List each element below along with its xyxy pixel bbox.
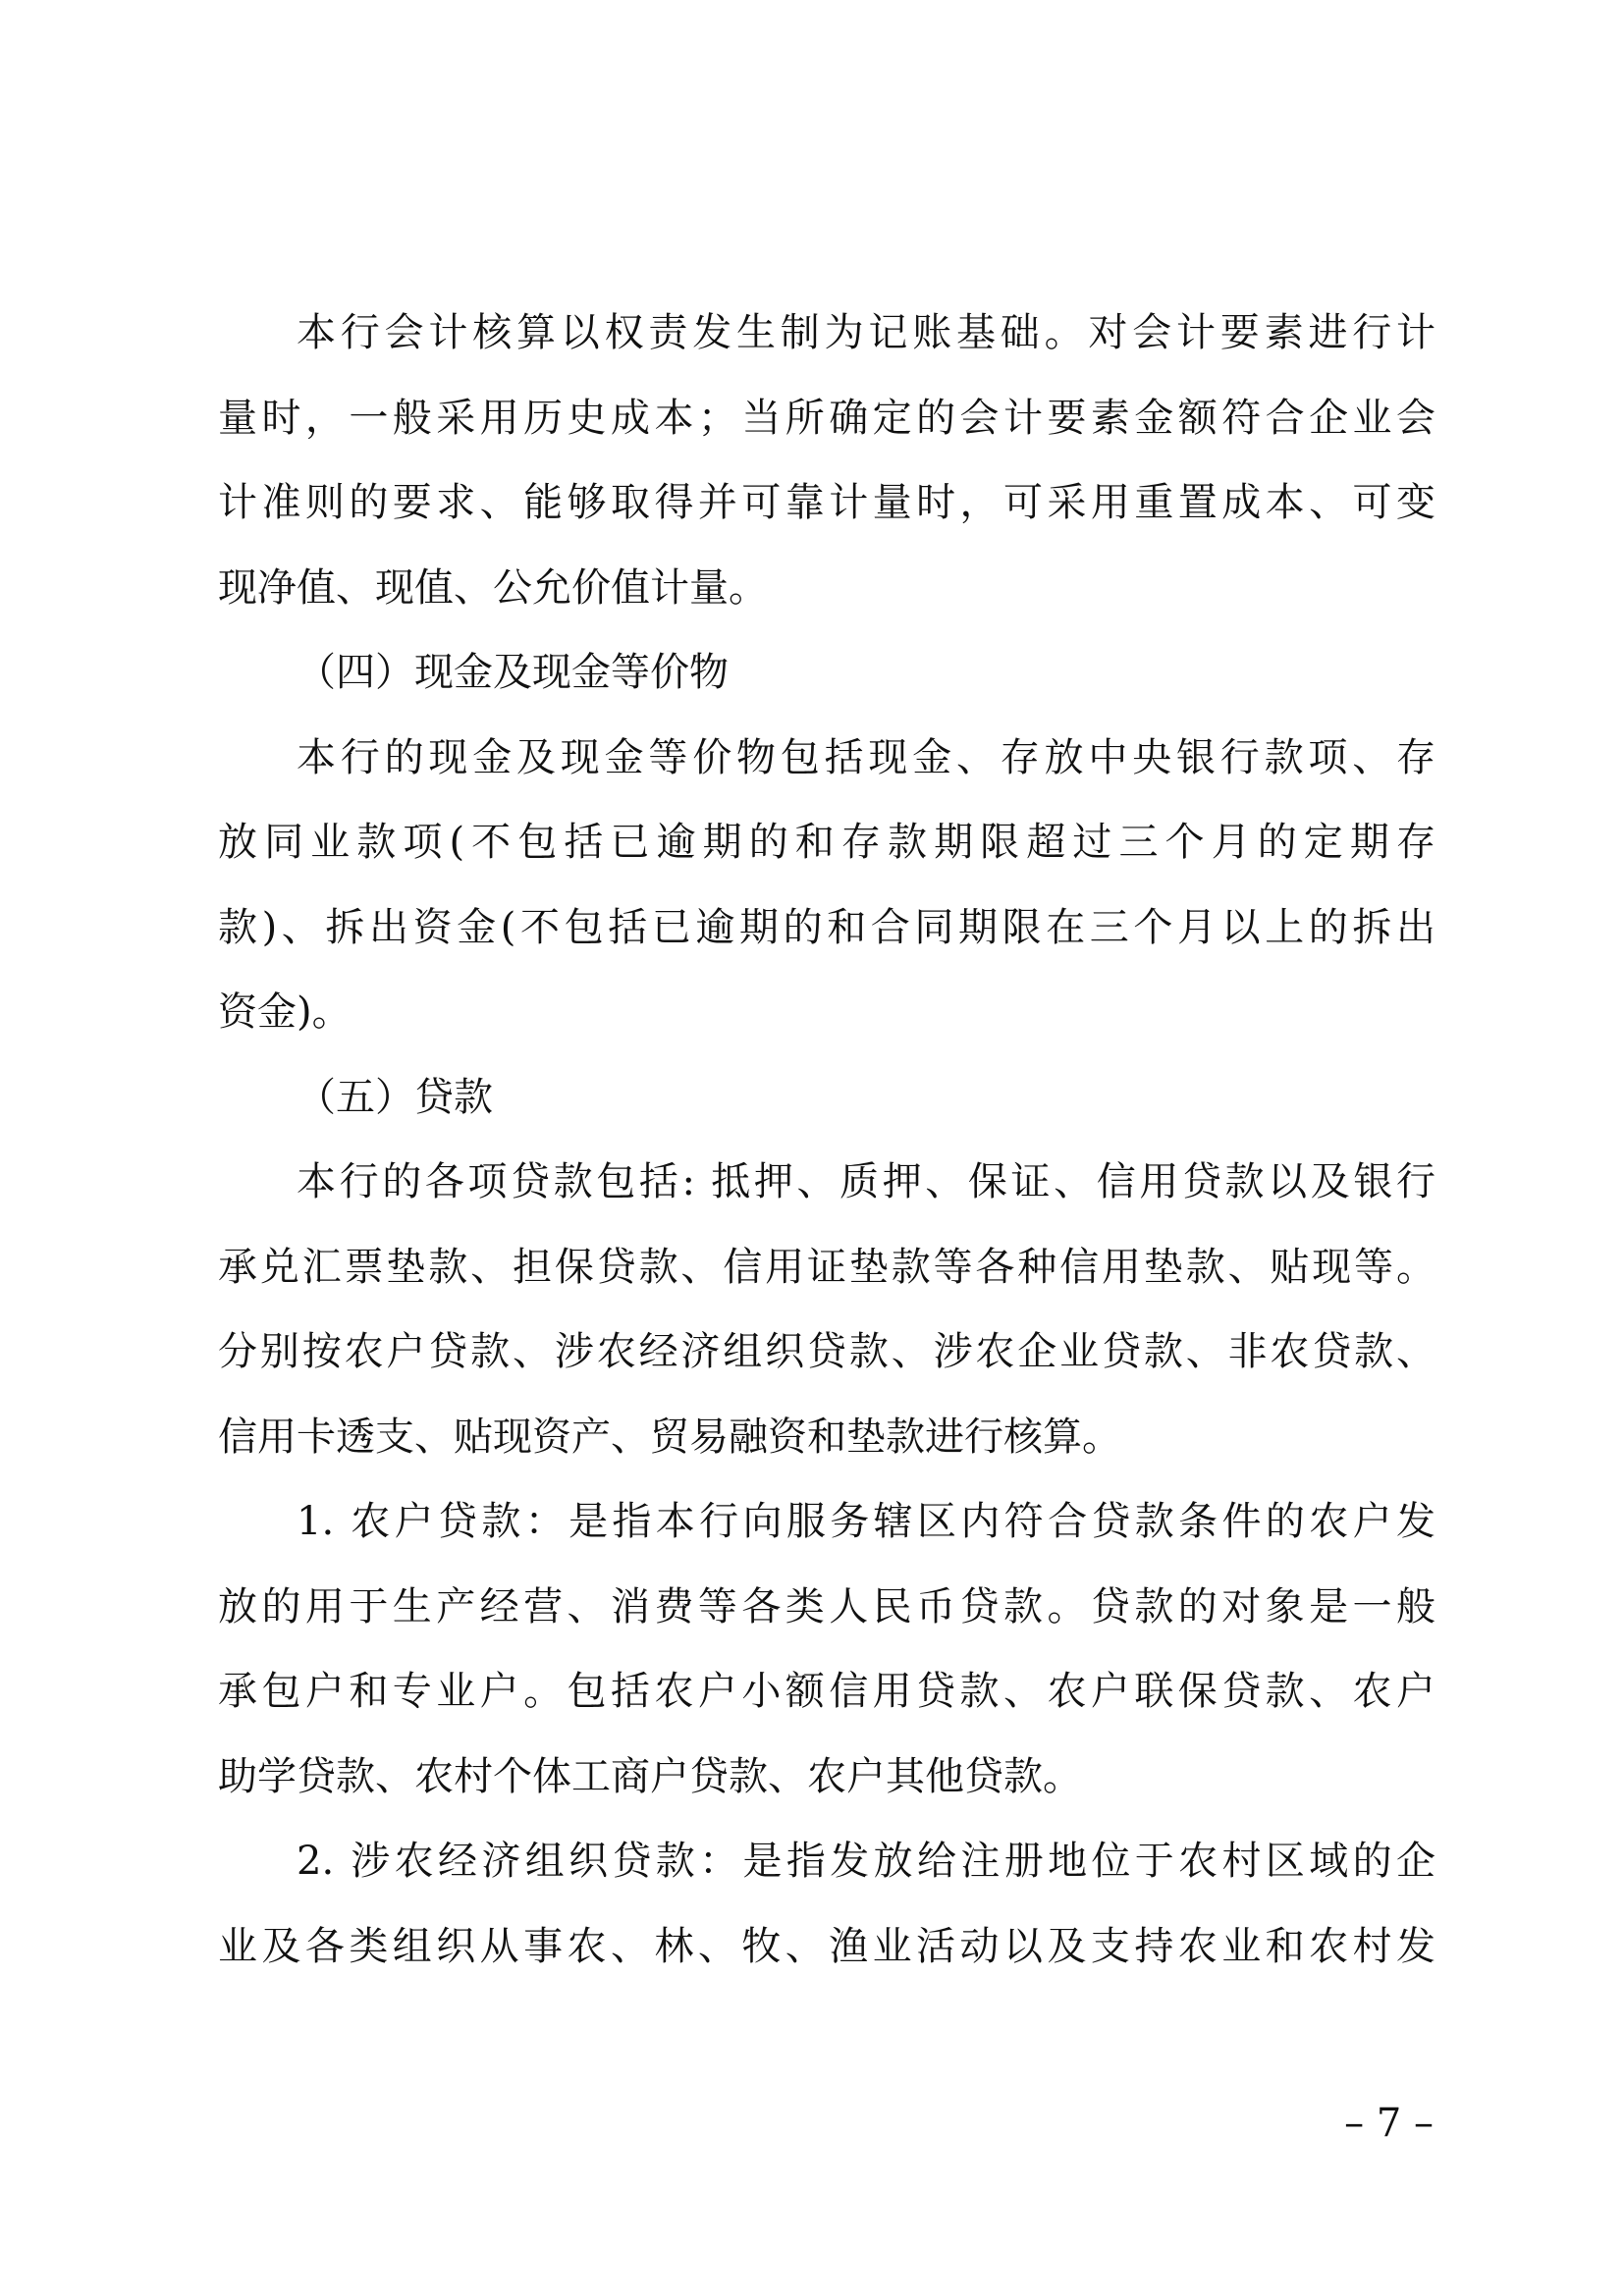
- text-line: 量时，一般采用历史成本；当所确定的会计要素金额符合企业会: [218, 395, 1435, 441]
- text-line: 放同业款项(不包括已逾期的和存款期限超过三个月的定期存: [218, 820, 1435, 865]
- text-line: 承兑汇票垫款、担保贷款、信用证垫款等各种信用垫款、贴现等。: [218, 1244, 1435, 1290]
- text-line: 本行会计核算以权责发生制为记账基础。对会计要素进行计: [297, 310, 1435, 355]
- text-line: 业及各类组织从事农、林、牧、渔业活动以及支持农业和农村发: [218, 1923, 1435, 1969]
- text-line: 计准则的要求、能够取得并可靠计量时，可采用重置成本、可变: [218, 480, 1435, 525]
- text-line: 本行的现金及现金等价物包括现金、存放中央银行款项、存: [297, 734, 1435, 780]
- section-heading-loans: （五）贷款: [297, 1074, 493, 1120]
- paragraph-accounting-basis: [218, 291, 1435, 630]
- section-heading-cash-equivalents: （四）现金及现金等价物: [297, 650, 729, 695]
- text-line: 分别按农户贷款、涉农经济组织贷款、涉农企业贷款、非农贷款、: [218, 1329, 1435, 1374]
- text-line: 本行的各项贷款包括: 抵押、质押、保证、信用贷款以及银行: [297, 1159, 1435, 1204]
- document-body: [218, 291, 1435, 1989]
- text-line: 信用卡透支、贴现资产、贸易融资和垫款进行核算。: [218, 1414, 1121, 1460]
- text-line: 现净值、现值、公允价值计量。: [218, 564, 768, 611]
- text-line: 资金)。: [218, 989, 352, 1035]
- text-line: 助学贷款、农村个体工商户贷款、农户其他贷款。: [218, 1753, 1082, 1799]
- text-line: 2. 涉农经济组织贷款：是指发放给注册地位于农村区域的企: [297, 1839, 1435, 1884]
- text-line: 款)、拆出资金(不包括已逾期的和合同期限在三个月以上的拆出: [218, 904, 1435, 950]
- paragraph-agri-org-loans: [218, 1819, 1435, 1989]
- page-number: – 7 –: [1344, 2101, 1434, 2146]
- paragraph-cash-equivalents: [218, 716, 1435, 1055]
- paragraph-farmer-loans: [218, 1479, 1435, 1819]
- paragraph-loans-overview: [218, 1140, 1435, 1479]
- text-line: 承包户和专业户。包括农户小额信用贷款、农户联保贷款、农户: [218, 1669, 1435, 1714]
- text-line: 放的用于生产经营、消费等各类人民币贷款。贷款的对象是一般: [218, 1583, 1435, 1629]
- text-line: 1. 农户贷款：是指本行向服务辖区内符合贷款条件的农户发: [297, 1499, 1435, 1544]
